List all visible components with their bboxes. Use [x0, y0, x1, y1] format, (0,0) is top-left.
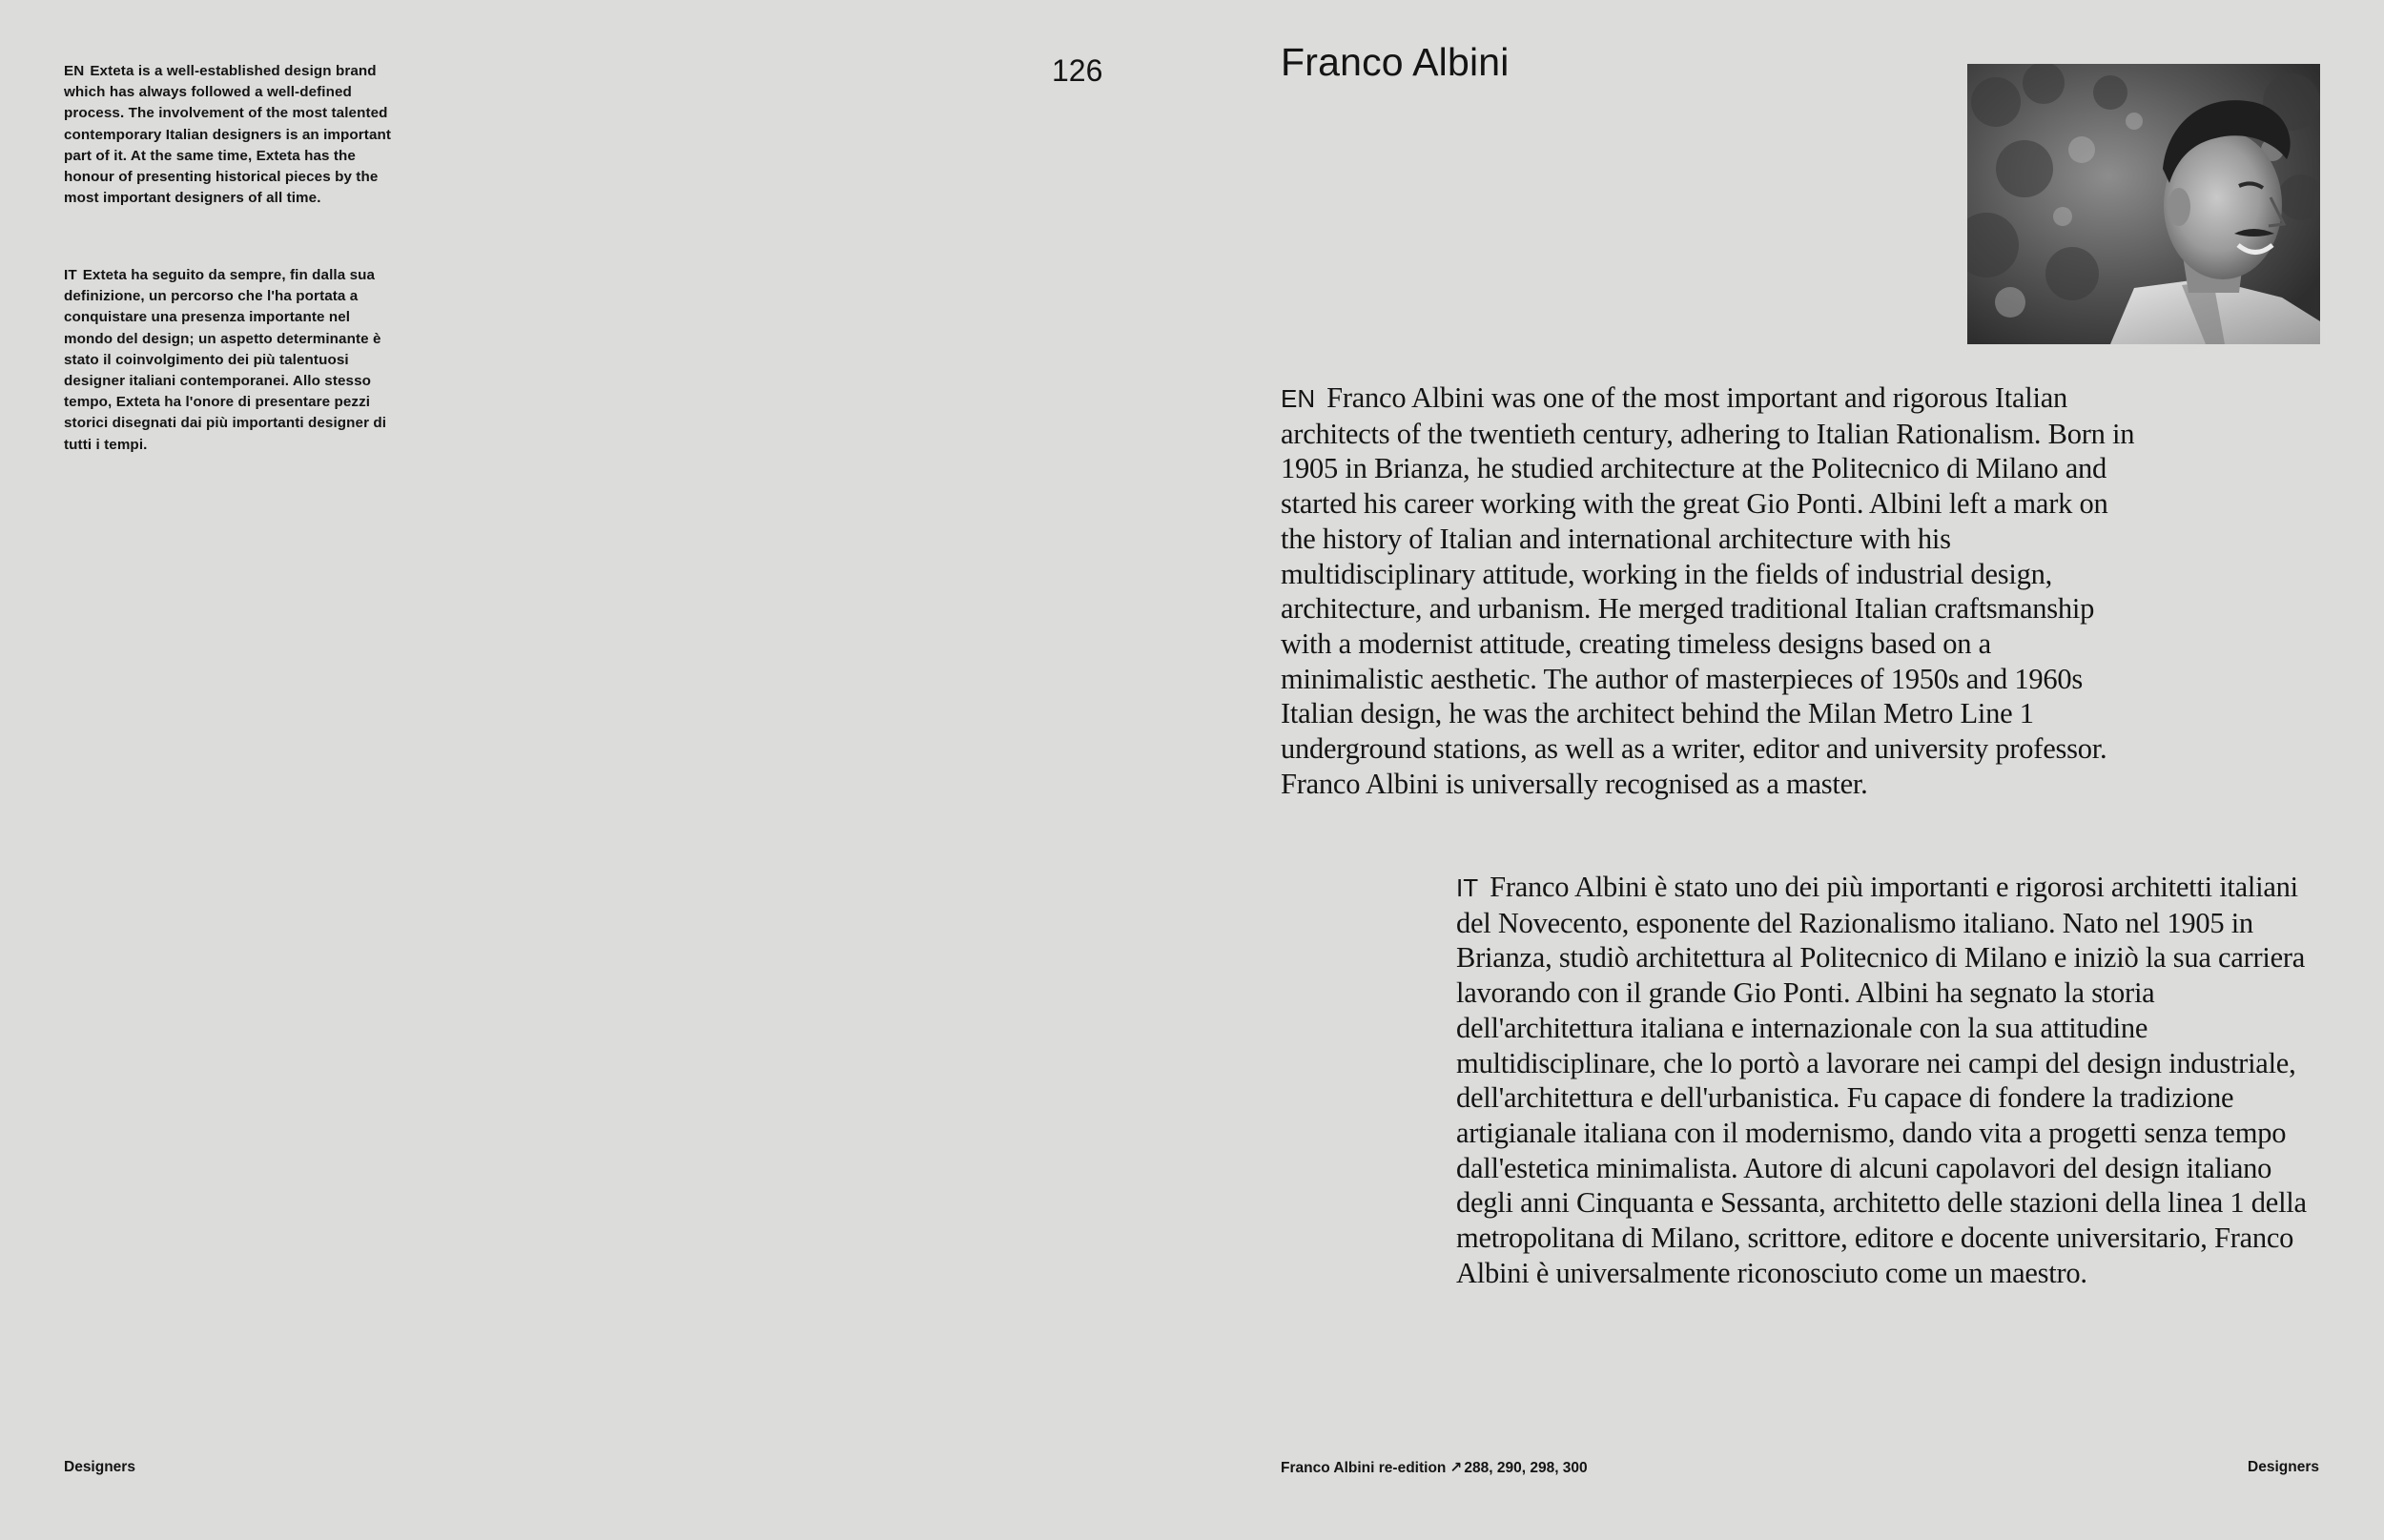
language-tag-en: EN — [1281, 384, 1316, 413]
language-tag-it: IT — [1456, 873, 1479, 902]
bio-text-it — [1456, 870, 2329, 1290]
sidebar-blurb-it — [64, 265, 398, 456]
sidebar-blurb-en-text: Exteta is a well-established design brand which has always followed a well-defined process. The involvement of the most talented contemporary Italian designers is an important part of it. At the same time, Exteta has the honour of presenting historical pieces by the most important designers of all time. — [64, 63, 392, 207]
language-tag-en: EN — [64, 63, 85, 79]
bio-text-it-content: Franco Albini è stato uno dei più importanti e rigorosi architetti italiani del Novecento, esponente del Razionalismo italiano. Nato nel 1905 in Brianza, studiò architettura al Politecnico di Milano e iniziò la sua carriera lavorando con il grande Gio Ponti. Albini ha segnato la storia dell'architettura italiana e internazionale con la sua attitudine multidisciplinare, che lo portò a lavorare nei campi del design industriale, dell'architettura e dell'urbanistica. Fu capace di fondere la tradizione artigianale italiana con il modernismo, dando vita a progetti senza tempo dall'estetica minimalista. Autore di alcuni capolavori del design italiano degli anni Cinquanta e Sessanta, architetto delle stazioni della linea 1 della metropolitana di Milano, scrittore, editore e docente universitario, Franco Albini è universalmente riconosciuto come un maestro. — [1456, 871, 2307, 1289]
bio-text-en-content: Franco Albini was one of the most important and rigorous Italian architects of the twentieth century, adhering to Italian Rationalism. Born in 1905 in Brianza, he studied architecture at the Politecnico di Milano and started his career working with the great Gio Ponti. Albini left a mark on the history of Italian and international architecture with his multidisciplinary attitude, working in the fields of industrial design, architecture, and urbanism. He merged traditional Italian craftsmanship with a modernist attitude, creating timeless designs based on a minimalistic aesthetic. The author of masterpieces of 1950s and 1960s Italian design, he was the architect behind the Milan Metro Line 1 underground stations, as well as a writer, editor and university professor. Franco Albini is universally recognised as a master. — [1281, 381, 2135, 800]
cross-reference-label: Franco Albini re-edition — [1281, 1460, 1447, 1476]
sidebar-blurb-it-text: Exteta ha seguito da sempre, fin dalla sua definizione, un percorso che l'ha portata a conquistare una presenza importante nel mondo del design; un aspetto determinante è stato il coinvolgimento dei più talentuosi designer italiani contemporanei. Allo stesso tempo, Exteta ha l'onore di presentare pezzi storici disegnati dai più importanti designer di tutti i tempi. — [64, 267, 387, 453]
arrow-up-right-icon: ↗ — [1449, 1460, 1463, 1476]
language-tag-it: IT — [64, 267, 77, 283]
sidebar-blurb-en — [64, 61, 407, 209]
footer-cross-reference — [1281, 1459, 1588, 1477]
page-title: Franco Albini — [1281, 40, 1510, 84]
cross-reference-pages: 288, 290, 298, 300 — [1464, 1460, 1588, 1476]
page-number: 126 — [1052, 53, 1103, 88]
portrait-photo — [1967, 64, 2320, 344]
bio-text-en — [1281, 380, 2139, 801]
footer-section-right: Designers — [2248, 1459, 2319, 1475]
footer-section-left: Designers — [64, 1459, 135, 1475]
portrait-illustration — [1967, 64, 2320, 344]
